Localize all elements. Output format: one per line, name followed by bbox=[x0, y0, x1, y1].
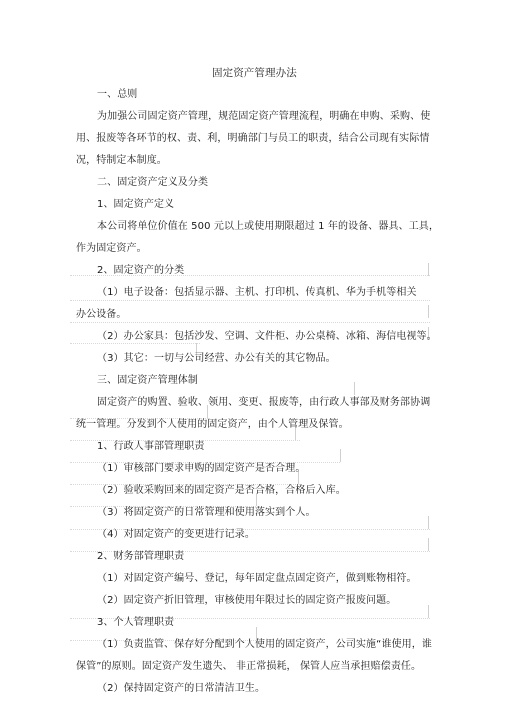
subsection-heading: 2、财务部管理职责 bbox=[97, 551, 185, 562]
scan-guide-tick bbox=[428, 538, 429, 551]
list-item: （2）保持固定资产的日常清洁卫生。 bbox=[97, 683, 266, 694]
paragraph-line: 为加强公司固定资产管理，规范固定资产管理流程，明确在申购、采购、使 bbox=[97, 111, 431, 122]
scan-guide-line bbox=[70, 322, 430, 323]
list-item: （1）负责监管、保存好分配到个人使用的固定资产，公司实施“谁使用，谁 bbox=[97, 639, 432, 650]
list-item-continuation: 办公设备。 bbox=[76, 309, 127, 320]
subsection-heading: 2、固定资产的分类 bbox=[97, 265, 185, 276]
list-item-continuation: 保管”的原则。固定资产发生遗失、 非正常损耗， 保管人应当承担赔偿责任。 bbox=[76, 661, 422, 672]
subsection-heading: 1、行政人事部管理职责 bbox=[97, 441, 205, 452]
section-heading: 二、固定资产定义及分类 bbox=[97, 177, 209, 188]
paragraph-line: 统一管理。分发到个人使用的固定资产，由个人管理及保管。 bbox=[76, 419, 349, 430]
paragraph-line: 本公司将单位价值在 500 元以上或使用期限超过 1 年的设备、器具、工具， bbox=[97, 221, 439, 232]
paragraph-line: 况，特制定本制度。 bbox=[76, 155, 167, 166]
scan-guide-tick bbox=[428, 605, 429, 618]
list-item: （2）办公家具：包括沙发、空调、文件柜、办公桌椅、冰箱、海信电视等。 bbox=[97, 331, 437, 342]
paragraph-line: 用、报废等各环节的权、责、利，明确部门与员工的职责，结合公司现有实际情 bbox=[76, 133, 430, 144]
paragraph-line: 作为固定资产。 bbox=[76, 243, 147, 254]
list-item: （4）对固定资产的变更进行记录。 bbox=[97, 529, 255, 540]
list-item: （3）其它：一切与公司经营、办公有关的其它物品。 bbox=[97, 353, 336, 364]
subsection-heading: 1、固定资产定义 bbox=[97, 199, 175, 210]
scan-guide-tick bbox=[428, 263, 429, 276]
scan-guide-tick bbox=[428, 516, 429, 529]
subsection-heading: 3、个人管理职责 bbox=[97, 617, 175, 628]
list-item: （2）固定资产折旧管理，审核使用年限过长的固定资产报废问题。 bbox=[97, 595, 397, 606]
paragraph-line: 固定资产的购置、验收、领用、变更、报废等，由行政人事部及财务部协调 bbox=[97, 397, 431, 408]
scan-guide-tick bbox=[340, 449, 341, 462]
list-item: （1）审核部门要求申购的固定资产是否合理。 bbox=[97, 463, 306, 474]
document-title: 固定资产管理办法 bbox=[212, 67, 297, 79]
section-heading: 一、总则 bbox=[97, 89, 138, 100]
list-item: （1）对固定资产编号、登记，每年固定盘点固定资产，做到账物相符。 bbox=[97, 573, 417, 584]
scan-guide-tick bbox=[428, 305, 429, 318]
scan-guide-tick bbox=[354, 382, 355, 395]
section-heading: 三、固定资产管理体制 bbox=[97, 375, 198, 386]
list-item: （1）电子设备：包括显示器、主机、打印机、传真机、华为手机等相关 bbox=[97, 287, 417, 298]
scan-guide-line bbox=[70, 300, 430, 301]
list-item: （3）将固定资产的日常管理和使用落实到个人。 bbox=[97, 507, 316, 518]
list-item: （2）验收采购回来的固定资产是否合格，合格后入库。 bbox=[97, 485, 346, 496]
